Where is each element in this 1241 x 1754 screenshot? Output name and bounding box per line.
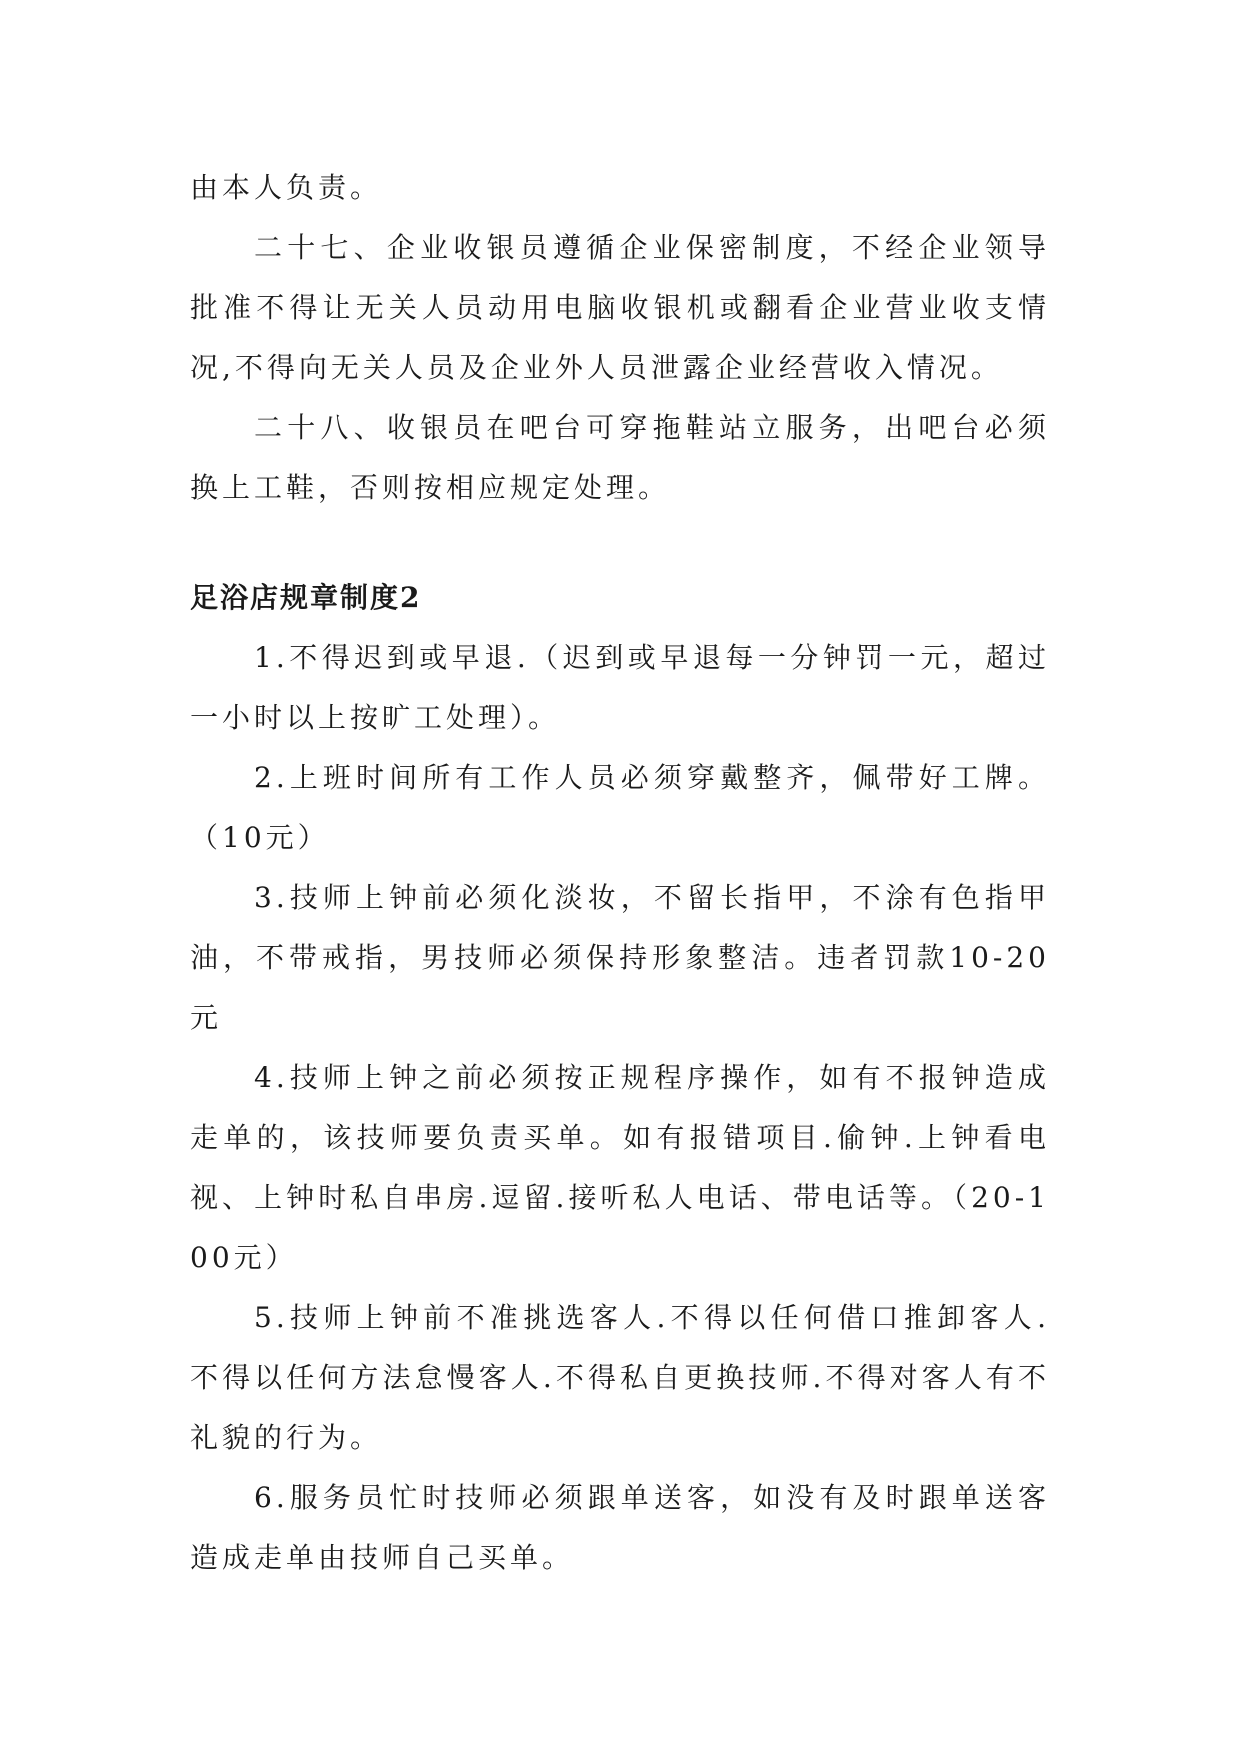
paragraph-continuation: 由本人负责。 xyxy=(190,171,383,204)
section-title: 足浴店规章制度2 xyxy=(190,581,422,614)
rule-item-1: 1.不得迟到或早退.（迟到或早退每一分钟罚一元，超过一小时以上按旷工处理）。 xyxy=(190,641,1050,734)
rule-item-6: 6.服务员忙时技师必须跟单送客，如没有及时跟单送客造成走单由技师自己买单。 xyxy=(190,1481,1050,1574)
rule-item-2: 2.上班时间所有工作人员必须穿戴整齐，佩带好工牌。（10元） xyxy=(190,761,1050,854)
paragraph-rule-28: 二十八、收银员在吧台可穿拖鞋站立服务，出吧台必须换上工鞋，否则按相应规定处理。 xyxy=(190,411,1050,504)
rule-item-4: 4.技师上钟之前必须按正规程序操作，如有不报钟造成走单的，该技师要负责买单。如有报错项目.偷钟.上钟看电视、上钟时私自串房.逗留.接听私人电话、带电话等。（20-100元） xyxy=(190,1061,1050,1274)
rule-item-5: 5.技师上钟前不准挑选客人.不得以任何借口推卸客人.不得以任何方法怠慢客人.不得私自更换技师.不得对客人有不礼貌的行为。 xyxy=(190,1301,1050,1454)
paragraph-rule-27: 二十七、企业收银员遵循企业保密制度，不经企业领导批准不得让无关人员动用电脑收银机或翻看企业营业收支情况,不得向无关人员及企业外人员泄露企业经营收入情况。 xyxy=(190,231,1050,384)
document-page xyxy=(190,158,1050,1588)
rule-item-3: 3.技师上钟前必须化淡妆，不留长指甲，不涂有色指甲油，不带戒指，男技师必须保持形象整洁。违者罚款10-20元 xyxy=(190,881,1050,1034)
